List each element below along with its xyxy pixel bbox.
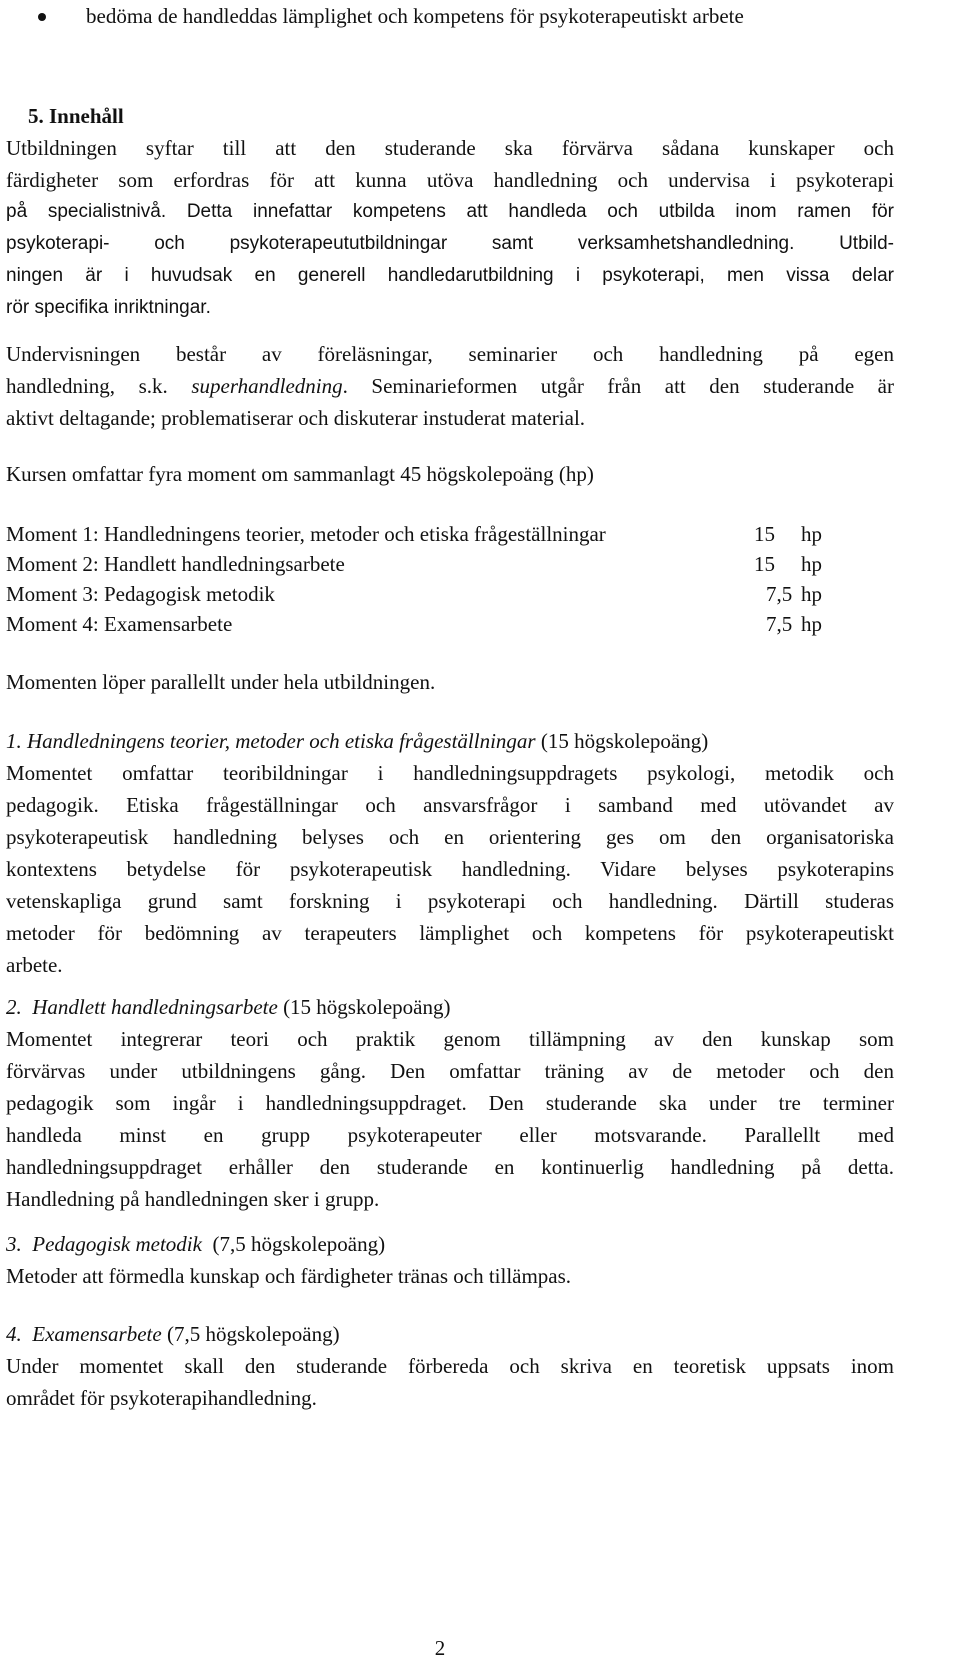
- moment-title: Pedagogisk metodik: [32, 1232, 202, 1256]
- section5-paragraph-2: [6, 338, 894, 434]
- moment-heading: [6, 1228, 894, 1260]
- moment-row: [6, 578, 896, 610]
- text-line: metoder för bedömning av terapeuters lämplighet och kompetens för psykoterapeutiskt: [6, 921, 894, 945]
- text-line: på specialistnivå. Detta innefattar kompetens att handleda och utbilda inom ramen för: [6, 201, 894, 222]
- text-line: kontextens betydelse för psykoterapeutisk handledning. Vidare belyses psykoterapins: [6, 857, 894, 881]
- moment-points: 15: [754, 552, 775, 576]
- text-line: pedagogik som ingår i handledningsuppdraget. Den studerande ska under tre terminer: [6, 1091, 894, 1115]
- moment-1-section: [6, 725, 894, 981]
- text-line: Handledning på handledningen sker i grupp.: [6, 1187, 380, 1211]
- text-line: Undervisningen består av föreläsningar, seminarier och handledning på egen: [6, 342, 894, 366]
- text-line: Momentet integrerar teori och praktik genom tillämpning av den kunskap som: [6, 1027, 894, 1051]
- text-line: psykoterapi- och psykoterapeututbildningar samt verksamhetshandledning. Utbild-: [6, 233, 894, 254]
- moment-heading: [6, 725, 894, 757]
- moment-credits: (7,5 högskolepoäng): [212, 1232, 386, 1256]
- page-number: 2: [434, 1636, 446, 1660]
- text-line: Momentet omfattar teoribildningar i handledningsuppdragets psykologi, metodik och: [6, 761, 894, 785]
- moment-credits: (7,5 högskolepoäng): [166, 1322, 340, 1346]
- moment-points: 15: [754, 522, 775, 546]
- text-line: rör specifika inriktningar.: [6, 297, 211, 318]
- text-line: vetenskapliga grund samt forskning i psykoterapi och handledning. Därtill studeras: [6, 889, 894, 913]
- section5-paragraph-1: [6, 132, 894, 324]
- moment-unit: hp: [801, 612, 822, 636]
- moment-unit: hp: [801, 522, 822, 546]
- text-line: färdigheter som erfordras för att kunna utöva handledning och undervisa i psykoterapi: [6, 168, 894, 192]
- moment-title: Handledningens teorier, metoder och etiska frågeställningar: [27, 729, 536, 753]
- text-line: ningen är i huvudsak en generell handledarutbildning i psykoterapi, men vissa delar: [6, 265, 894, 286]
- moment-unit: hp: [801, 582, 822, 606]
- moment-points: 7,5: [766, 582, 793, 606]
- moment-credits: (15 högskolepoäng): [540, 729, 709, 753]
- moment-title: Handlett handledningsarbete: [32, 995, 278, 1019]
- moment-row: [6, 608, 896, 640]
- moment-4-section: [6, 1318, 894, 1414]
- text-line: förvärvas under utbildningens gång. Den omfattar träning av de metoder och den: [6, 1059, 894, 1083]
- moment-number: 2.: [6, 995, 22, 1019]
- moment-3-section: [6, 1228, 894, 1292]
- text-line: pedagogik. Etiska frågeställningar och ansvarsfrågor i samband med utövandet av: [6, 793, 894, 817]
- moment-label: Moment 4: Examensarbete: [6, 612, 233, 636]
- moment-heading: [6, 1318, 894, 1350]
- moment-label: Moment 2: Handlett handledningsarbete: [6, 552, 345, 576]
- moment-label: Moment 3: Pedagogisk metodik: [6, 582, 275, 606]
- moment-title: Examensarbete: [32, 1322, 162, 1346]
- moment-points: 7,5: [766, 612, 793, 636]
- moment-unit: hp: [801, 552, 822, 576]
- moment-number: 1.: [6, 729, 22, 753]
- moment-credits: (15 högskolepoäng): [283, 995, 451, 1019]
- moment-row: [6, 548, 896, 580]
- bullet-item: [0, 0, 960, 32]
- text-fragment: . Seminarieformen utgår från att den studerande är: [342, 374, 894, 398]
- moment-heading: [6, 991, 894, 1023]
- section-heading: 5. Innehåll: [28, 104, 124, 128]
- text-line: psykoterapeutisk handledning belyses och en orientering ges om den organisatoriska: [6, 825, 894, 849]
- text-line: området för psykoterapihandledning.: [6, 1386, 317, 1410]
- text-line: handledningsuppdraget erhåller den studerande en kontinuerlig handledning på detta.: [6, 1155, 894, 1179]
- bullet-dot-icon: [38, 13, 46, 21]
- text-line: Metoder att förmedla kunskap och färdigheter tränas och tillämpas.: [6, 1264, 572, 1288]
- text-line: [6, 370, 894, 402]
- moment-2-section: [6, 991, 894, 1215]
- parallel-note: Momenten löper parallellt under hela utbildningen.: [6, 670, 436, 694]
- moment-number: 4.: [6, 1322, 22, 1346]
- text-line: arbete.: [6, 953, 63, 977]
- moment-row: [6, 518, 896, 550]
- italic-term: superhandledning: [191, 374, 343, 398]
- text-line: Utbildningen syftar till att den studerande ska förvärva sådana kunskaper och: [6, 136, 894, 160]
- text-fragment: handledning, s.k.: [6, 374, 192, 398]
- text-line: aktivt deltagande; problematiserar och diskuterar instuderat material.: [6, 406, 586, 430]
- section5-paragraph-3: Kursen omfattar fyra moment om sammanlagt 45 högskolepoäng (hp): [6, 462, 594, 486]
- moment-number: 3.: [6, 1232, 22, 1256]
- text-line: Under momentet skall den studerande förbereda och skriva en teoretisk uppsats inom: [6, 1354, 894, 1378]
- bullet-text: bedöma de handleddas lämplighet och kompetens för psykoterapeutiskt arbete: [86, 4, 744, 28]
- moment-label: Moment 1: Handledningens teorier, metoder och etiska frågeställningar: [6, 522, 606, 546]
- text-line: handleda minst en grupp psykoterapeuter eller motsvarande. Parallellt med: [6, 1123, 894, 1147]
